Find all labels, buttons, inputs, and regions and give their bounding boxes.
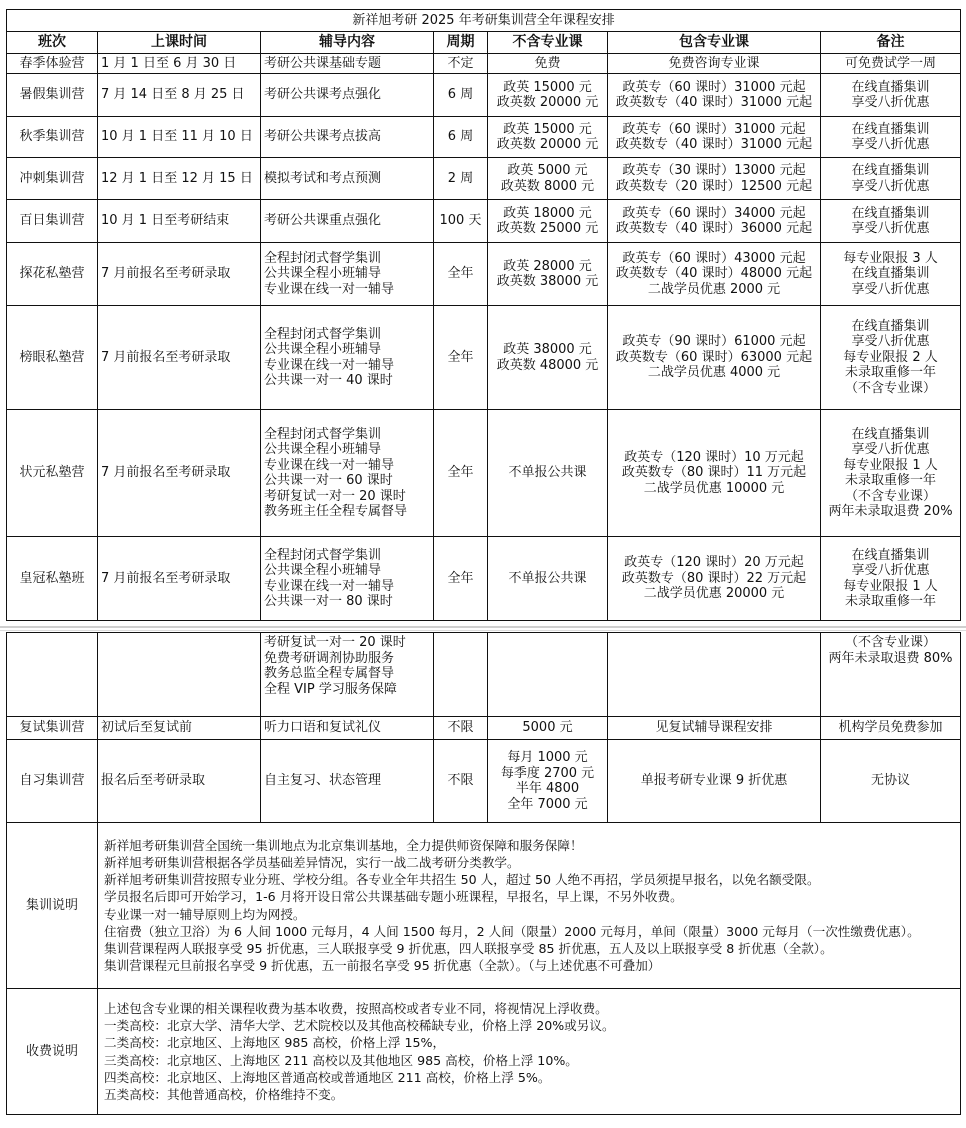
table-row <box>7 717 961 740</box>
note-line: （不含专业课） <box>844 635 936 650</box>
cell-content-line: 公共课全程小班辅导 <box>264 442 382 457</box>
cell-period: 全年 <box>434 537 488 621</box>
cell-with-major-line: 政英专（90 课时）61000 元起 <box>622 334 806 350</box>
cell-content-line: 考研公共课考点强化 <box>264 87 382 103</box>
cell-note-line: 享受八折优惠 <box>851 281 930 297</box>
cell-with-major <box>608 740 821 823</box>
cell-no-major <box>488 306 608 410</box>
cell-with-major-line: 二战学员优惠 2000 元 <box>647 281 781 297</box>
cell-name: 榜眼私塾营 <box>7 306 98 410</box>
cell-content-line: 听力口语和复试礼仪 <box>264 720 382 736</box>
cell-with-major-line: 政英数专（80 课时）22 万元起 <box>621 570 807 586</box>
note-line: 两年未录取退费 80% <box>828 650 953 666</box>
note-line: 专业课一对一辅导原则上均为网授。 <box>104 906 306 922</box>
cell-name <box>7 633 98 717</box>
cell-with-major-line: 单报考研专业课 9 折优惠 <box>640 773 788 789</box>
cell-content <box>261 633 434 717</box>
cell-name: 春季体验营 <box>7 54 98 74</box>
cell-content-line: 专业课在线一对一辅导 <box>264 281 395 297</box>
cell-note <box>821 158 961 200</box>
cell-with-major-line: 二战学员优惠 20000 元 <box>643 586 785 602</box>
cell-content-line: 考研公共课基础专题 <box>264 55 382 71</box>
cell-with-major <box>608 410 821 537</box>
cell-content <box>261 740 434 823</box>
cell-time: 7 月前报名至考研录取 <box>98 537 261 621</box>
cell-note-line: 未录取重修一年 <box>845 473 937 488</box>
cell-period: 全年 <box>434 306 488 410</box>
cell-period: 全年 <box>434 410 488 537</box>
content-line: 教务总监全程专属督导 <box>264 666 395 681</box>
cell-no-major-line: 全年 7000 元 <box>507 796 588 812</box>
cell-no-major <box>488 158 608 200</box>
fee-notes-row <box>7 989 961 1115</box>
header-note: 备注 <box>821 32 961 54</box>
table-row <box>7 158 961 200</box>
note-line: 三类高校：北京地区、上海地区 211 高校以及其他地区 985 高校，价格上浮 10%。 <box>104 1052 578 1068</box>
cell-period <box>434 633 488 717</box>
training-notes-text <box>98 823 961 989</box>
cell-note-line: 机构学员免费参加 <box>838 720 943 736</box>
note-line: 新祥旭考研集训营按照专业分班、学校分组。各专业全年共招生 50 人，超过 50 人绝不再招，学员须提早报名，以免名额受限。 <box>104 872 820 888</box>
cell-no-major-line: 政英数 38000 元 <box>496 274 599 289</box>
table-row <box>7 54 961 74</box>
cell-time: 7 月 14 日至 8 月 25 日 <box>98 74 261 117</box>
table-row <box>7 117 961 158</box>
cell-note-line: 可免费试学一周 <box>845 55 937 71</box>
cell-note-line: 无协议 <box>870 773 910 789</box>
cell-with-major-line: 政英数专（40 课时）31000 元起 <box>615 95 813 110</box>
cell-name: 秋季集训营 <box>7 117 98 158</box>
cell-no-major-line: 政英 18000 元 <box>503 205 592 221</box>
cell-content-line: 考研公共课重点强化 <box>264 213 382 229</box>
cell-period: 100 天 <box>434 200 488 243</box>
cell-note-line: 享受八折优惠 <box>851 221 930 236</box>
cell-with-major-line: 免费咨询专业课 <box>668 55 760 71</box>
cell-content-line: 全程封闭式督学集训 <box>264 547 382 563</box>
cell-period: 全年 <box>434 243 488 306</box>
cell-content-line: 考研复试一对一 20 课时 <box>264 488 406 504</box>
note-line: 四类高校：北京地区、上海地区普通高校或普通地区 211 高校，价格上浮 5%。 <box>104 1069 551 1085</box>
header-period: 周期 <box>434 32 488 54</box>
cell-note-line: （不含专业课） <box>845 488 937 504</box>
note-line: 学员报名后即可开始学习，1-6 月将开设日常公共课基础专题小班课程，早报名，早上课，不另外收费。 <box>104 889 683 905</box>
cell-no-major-line: 政英数 20000 元 <box>496 95 599 110</box>
cell-no-major <box>488 410 608 537</box>
cell-time: 10 月 1 日至 11 月 10 日 <box>98 117 261 158</box>
cell-with-major-line: 政英专（120 课时）10 万元起 <box>624 449 804 465</box>
note-line: 上述包含专业课的相关课程收费为基本收费，按照高校或者专业不同，将视情况上浮收费。 <box>104 1000 608 1016</box>
cell-with-major-line: 政英专（60 课时）31000 元起 <box>622 121 806 137</box>
cell-time: 1 月 1 日至 6 月 30 日 <box>98 54 261 74</box>
cell-no-major <box>488 243 608 306</box>
fee-notes-text <box>98 989 961 1115</box>
cell-content <box>261 410 434 537</box>
cell-note <box>821 410 961 537</box>
cell-note-line: 在线直播集训 <box>851 318 930 334</box>
cell-no-major <box>488 633 608 717</box>
cell-no-major-line: 半年 4800 <box>515 781 580 796</box>
cell-note-line: 未录取重修一年 <box>845 365 937 381</box>
cell-with-major-line: 政英数专（40 课时）31000 元起 <box>615 137 813 152</box>
cell-with-major-line: 二战学员优惠 4000 元 <box>647 365 781 381</box>
cell-with-major-line: 政英专（60 课时）34000 元起 <box>622 205 806 221</box>
note-line: 集训营课程两人联报享受 95 折优惠，三人联报享受 9 折优惠，四人联报享受 85 折优惠，五人及以上联报享受 8 折优惠（全款）。 <box>104 940 833 956</box>
cell-with-major <box>608 117 821 158</box>
cell-note-line: 每专业限报 3 人 <box>843 250 938 266</box>
cell-note-line: 在线直播集训 <box>851 426 930 442</box>
cell-note-line: 每专业限报 2 人 <box>843 349 938 365</box>
cell-note <box>821 74 961 117</box>
note-line: 二类高校：北京地区、上海地区 985 高校，价格上浮 15%， <box>104 1035 446 1051</box>
cell-time: 12 月 1 日至 12 月 15 日 <box>98 158 261 200</box>
cell-time: 7 月前报名至考研录取 <box>98 243 261 306</box>
content-line: 免费考研调剂协助服务 <box>264 650 395 666</box>
content-line: 考研复试一对一 20 课时 <box>264 635 406 650</box>
cell-with-major-line: 政英专（120 课时）20 万元起 <box>624 555 804 571</box>
cell-no-major-line: 每季度 2700 元 <box>500 765 595 781</box>
cell-content-line: 全程封闭式督学集训 <box>264 250 382 266</box>
cell-note <box>821 54 961 74</box>
note-line: 新祥旭考研集训营根据各学员基础差异情况，实行一战二战考研分类教学。 <box>104 854 520 870</box>
cell-note-line: 每专业限报 1 人 <box>843 457 938 473</box>
note-line: 一类高校：北京大学、清华大学、艺术院校以及其他高校稀缺专业，价格上浮 20%或另议。 <box>104 1018 615 1034</box>
cell-note-line: 在线直播集训 <box>851 121 930 137</box>
schedule-table <box>6 9 961 621</box>
cell-no-major-line: 政英 15000 元 <box>503 79 592 95</box>
cell-no-major-line: 5000 元 <box>522 720 573 736</box>
cell-note-line: 享受八折优惠 <box>851 178 930 194</box>
cell-with-major-line: 二战学员优惠 10000 元 <box>643 480 785 496</box>
cell-content-line: 公共课全程小班辅导 <box>264 266 382 282</box>
cell-with-major-line: 政英专（60 课时）31000 元起 <box>622 79 806 95</box>
cell-with-major <box>608 537 821 621</box>
cell-note <box>821 740 961 823</box>
table-row <box>7 306 961 410</box>
cell-with-major-line: 政英数专（40 课时）48000 元起 <box>615 266 813 282</box>
header-content: 辅导内容 <box>261 32 434 54</box>
cell-note-line: 享受八折优惠 <box>851 442 930 457</box>
cell-content-line: 考研公共课考点拔高 <box>264 129 382 145</box>
cell-with-major <box>608 243 821 306</box>
cell-period: 不限 <box>434 717 488 740</box>
cell-no-major-line: 不单报公共课 <box>508 570 587 586</box>
cell-name: 复试集训营 <box>7 717 98 740</box>
table-row <box>7 200 961 243</box>
cell-content-line: 公共课一对一 60 课时 <box>264 473 393 488</box>
cell-period: 6 周 <box>434 117 488 158</box>
cell-content-line: 专业课在线一对一辅导 <box>264 357 395 373</box>
fee-notes-label: 收费说明 <box>7 989 98 1115</box>
header-no-major: 不含专业课 <box>488 32 608 54</box>
note-line: 五类高校：其他普通高校，价格维持不变。 <box>104 1086 344 1102</box>
cell-no-major-line: 政英 5000 元 <box>507 163 588 178</box>
cell-time <box>98 633 261 717</box>
note-line: 集训营课程元旦前报名享受 9 折优惠，五一前报名享受 95 折优惠（全款）。（与上述优惠不可叠加） <box>104 958 661 974</box>
cell-note <box>821 200 961 243</box>
cell-period: 2 周 <box>434 158 488 200</box>
cell-content-line: 自主复习、状态管理 <box>264 773 382 789</box>
cell-note <box>821 306 961 410</box>
cell-with-major <box>608 54 821 74</box>
cell-no-major <box>488 537 608 621</box>
cell-note-line: 未录取重修一年 <box>845 594 937 609</box>
cell-content <box>261 158 434 200</box>
cell-with-major-line: 政英数专（60 课时）63000 元起 <box>615 349 813 365</box>
cell-content-line: 模拟考试和考点预测 <box>264 170 382 186</box>
table-row <box>7 537 961 621</box>
cell-note-line: 两年未录取退费 20% <box>828 504 953 519</box>
content-line: 全程 VIP 学习服务保障 <box>264 681 397 697</box>
cell-note-line: 在线直播集训 <box>851 266 930 282</box>
cell-period: 不定 <box>434 54 488 74</box>
cell-note-line: 享受八折优惠 <box>851 137 930 152</box>
cell-with-major-line: 政英数专（20 课时）12500 元起 <box>615 178 813 194</box>
cell-no-major-line: 每月 1000 元 <box>507 750 588 765</box>
cell-content-line: 公共课全程小班辅导 <box>264 563 382 578</box>
cell-with-major-line: 政英专（30 课时）13000 元起 <box>622 163 806 178</box>
cell-period: 6 周 <box>434 74 488 117</box>
cell-name: 探花私塾营 <box>7 243 98 306</box>
cell-content <box>261 537 434 621</box>
cell-content-line: 专业课在线一对一辅导 <box>264 457 395 473</box>
cell-no-major <box>488 117 608 158</box>
cell-name: 状元私塾营 <box>7 410 98 537</box>
cell-content <box>261 717 434 740</box>
cell-content-line: 公共课一对一 80 课时 <box>264 594 393 609</box>
cell-note-line: 在线直播集训 <box>851 547 930 563</box>
cell-no-major-line: 政英 28000 元 <box>503 258 592 274</box>
cell-content <box>261 54 434 74</box>
cell-with-major-line: 见复试辅导课程安排 <box>655 720 773 736</box>
note-line: 新祥旭考研集训营全国统一集训地点为北京集训基地，全力提供师资保障和服务保障！ <box>104 837 583 853</box>
table-row <box>7 243 961 306</box>
cell-note <box>821 717 961 740</box>
cell-time: 初试后至复试前 <box>98 717 261 740</box>
page-break <box>0 624 966 632</box>
cell-content <box>261 306 434 410</box>
cell-no-major-line: 不单报公共课 <box>508 465 587 481</box>
schedule-table-continued <box>6 632 961 1115</box>
cell-with-major <box>608 306 821 410</box>
header-with-major: 包含专业课 <box>608 32 821 54</box>
cell-note-line: 享受八折优惠 <box>851 95 930 110</box>
cell-content <box>261 117 434 158</box>
cell-note <box>821 633 961 717</box>
cell-no-major <box>488 740 608 823</box>
cell-no-major-line: 政英数 20000 元 <box>496 137 599 152</box>
table-row-continued <box>7 633 961 717</box>
cell-no-major <box>488 54 608 74</box>
cell-no-major-line: 政英数 48000 元 <box>496 357 599 373</box>
cell-with-major <box>608 158 821 200</box>
cell-note-line: 在线直播集训 <box>851 163 930 178</box>
cell-time: 10 月 1 日至考研结束 <box>98 200 261 243</box>
cell-content-line: 专业课在线一对一辅导 <box>264 578 395 594</box>
cell-name: 暑假集训营 <box>7 74 98 117</box>
cell-content-line: 教务班主任全程专属督导 <box>264 504 408 519</box>
table-row <box>7 410 961 537</box>
cell-with-major <box>608 633 821 717</box>
cell-name: 百日集训营 <box>7 200 98 243</box>
cell-no-major <box>488 74 608 117</box>
cell-no-major-line: 政英 15000 元 <box>503 121 592 137</box>
note-line: 住宿费（独立卫浴）为 6 人间 1000 元每月，4 人间 1500 每月，2 人间（限量）2000 元每月，单间（限量）3000 元每月（一次性缴费优惠）。 <box>104 923 920 939</box>
cell-name: 自习集训营 <box>7 740 98 823</box>
cell-note-line: 享受八折优惠 <box>851 334 930 350</box>
cell-with-major <box>608 717 821 740</box>
cell-content <box>261 200 434 243</box>
cell-time: 7 月前报名至考研录取 <box>98 410 261 537</box>
cell-no-major-line: 免费 <box>534 55 561 71</box>
header-class: 班次 <box>7 32 98 54</box>
training-notes-label: 集训说明 <box>7 823 98 989</box>
cell-no-major <box>488 717 608 740</box>
cell-no-major-line: 政英 38000 元 <box>503 342 592 357</box>
cell-note <box>821 243 961 306</box>
cell-name: 冲刺集训营 <box>7 158 98 200</box>
cell-content <box>261 243 434 306</box>
cell-note <box>821 537 961 621</box>
cell-note-line: （不含专业课） <box>845 380 937 396</box>
cell-with-major-line: 政英数专（40 课时）36000 元起 <box>615 221 813 236</box>
cell-no-major-line: 政英数 8000 元 <box>500 178 595 194</box>
cell-note-line: 在线直播集训 <box>851 205 930 221</box>
training-notes-row <box>7 823 961 989</box>
cell-with-major <box>608 74 821 117</box>
header-time: 上课时间 <box>98 32 261 54</box>
table-row <box>7 740 961 823</box>
cell-content-line: 公共课全程小班辅导 <box>264 342 382 357</box>
cell-no-major <box>488 200 608 243</box>
cell-note-line: 在线直播集训 <box>851 79 930 95</box>
cell-with-major-line: 政英数专（80 课时）11 万元起 <box>621 465 807 481</box>
cell-content-line: 全程封闭式督学集训 <box>264 426 382 442</box>
cell-time: 报名后至考研录取 <box>98 740 261 823</box>
cell-time: 7 月前报名至考研录取 <box>98 306 261 410</box>
cell-note-line: 享受八折优惠 <box>851 563 930 578</box>
cell-content <box>261 74 434 117</box>
table-title: 新祥旭考研 2025 年考研集训营全年课程安排 <box>7 10 961 32</box>
cell-period: 不限 <box>434 740 488 823</box>
cell-content-line: 公共课一对一 40 课时 <box>264 373 393 388</box>
cell-name: 皇冠私塾班 <box>7 537 98 621</box>
cell-note-line: 每专业限报 1 人 <box>843 578 938 594</box>
cell-no-major-line: 政英数 25000 元 <box>496 221 599 236</box>
cell-content-line: 全程封闭式督学集训 <box>264 326 382 342</box>
cell-with-major <box>608 200 821 243</box>
cell-with-major-line: 政英专（60 课时）43000 元起 <box>622 250 806 266</box>
table-row <box>7 74 961 117</box>
cell-note <box>821 117 961 158</box>
